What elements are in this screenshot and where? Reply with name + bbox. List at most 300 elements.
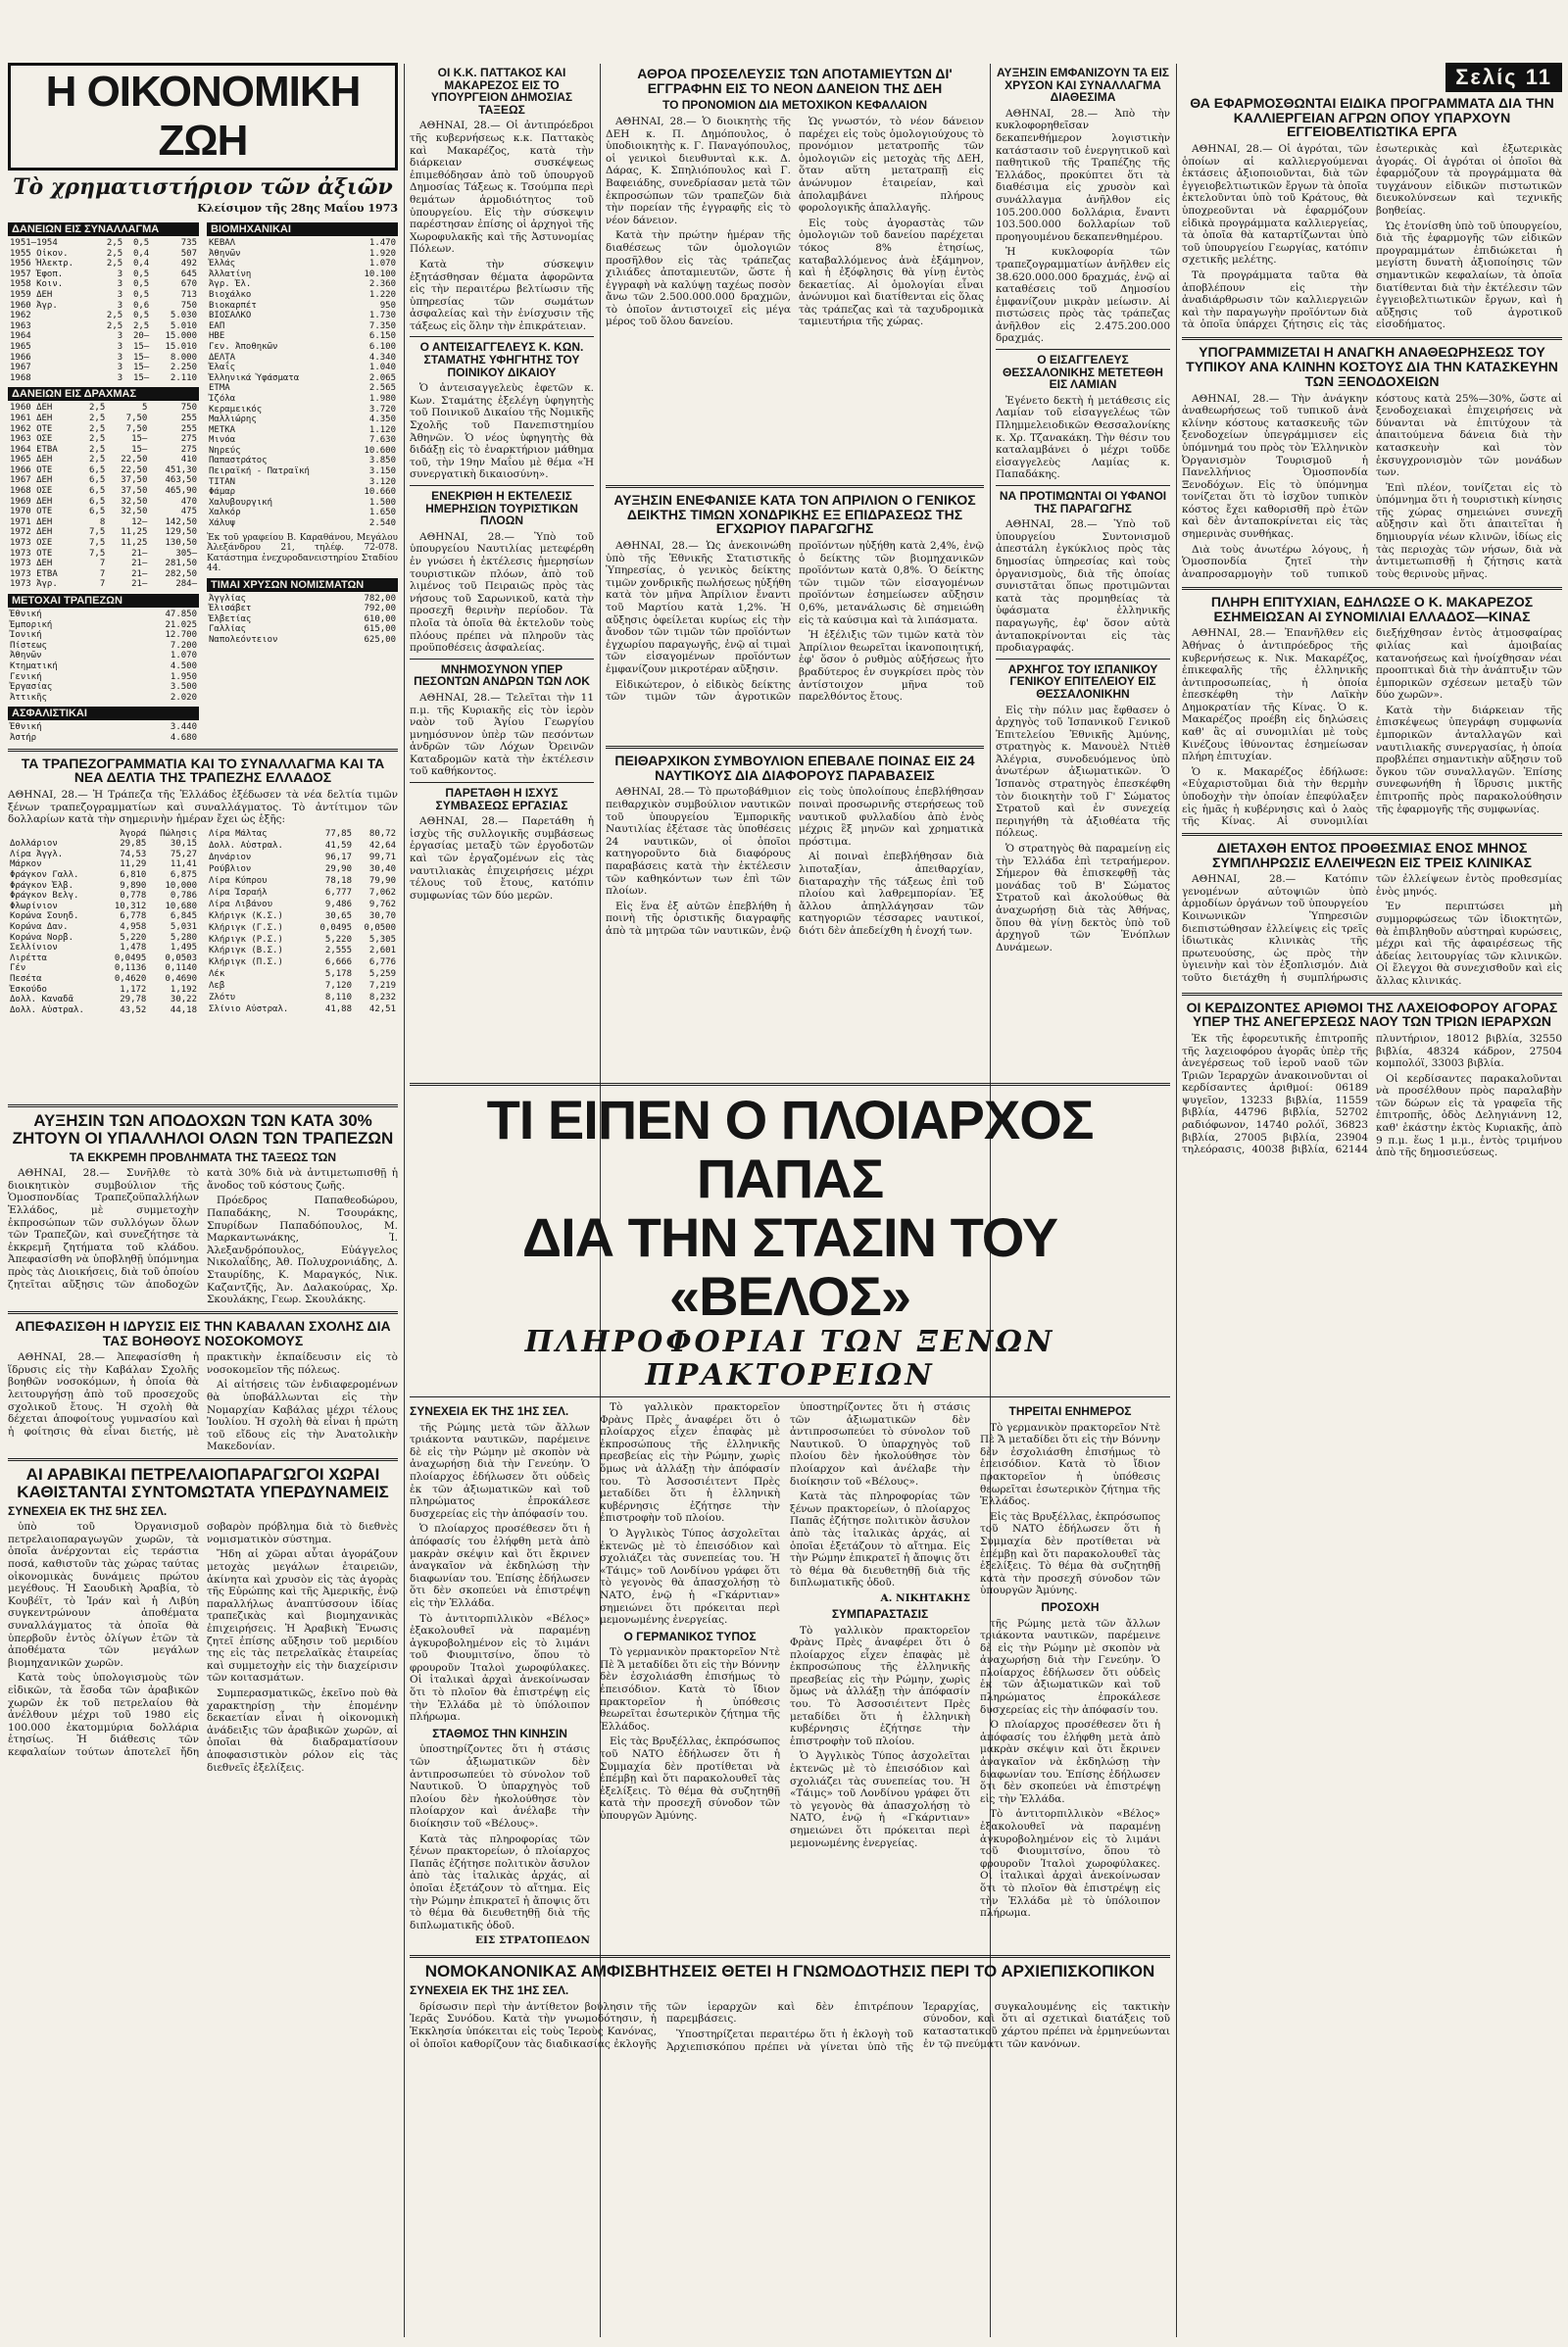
row-value: 7 xyxy=(99,568,106,579)
row-value: 30,40 xyxy=(368,864,396,875)
table-row xyxy=(207,279,398,290)
row-value: 2,5 xyxy=(89,444,106,455)
prosecutor-headline: Ο ΕΙΣΑΓΓΕΛΕΥΣ ΘΕΣΣΑΛΟΝΙΚΗΣ ΜΕΤΕΤΕΘΗ ΕΙΣ ΛΑΜΙΑΝ xyxy=(1003,353,1163,392)
row-value: 4,958 xyxy=(120,922,147,933)
row-value: 2,5 xyxy=(132,320,150,331)
paragraph: ΑΘΗΝΑΙ, 28.— Ἀπεφασίσθη ἡ ἵδρυσις εἰς τὴν Καβάλαν Σχολῆς βοηθῶν νοσοκόμων, ἡ ὁποία θὰ λειτουργήσῃ ἀπὸ τοῦ προσεχοῦς σχολικοῦ ἔτους. Ἡ σχολὴ θὰ δέχεται ἀποφοίτους γυμνασίου καὶ ἡ φοίτησις θὰ εἶναι διετής, μὲ πρακτικὴν ἐκπαίδευσιν εἰς τὸ νοσοκομεῖον τῆς πόλεως. xyxy=(8,1351,398,1438)
row-label: Πειραϊκή - Πατραϊκή xyxy=(209,466,310,477)
table-row xyxy=(8,455,199,465)
row-value: 3 xyxy=(117,372,123,383)
row-value: 0,6 xyxy=(132,300,150,311)
main-sub-three: ΤΗΡΕΙΤΑΙ ΕΝΗΜΕΡΟΣ xyxy=(1008,1404,1132,1418)
row-value: 1.950 xyxy=(170,671,197,682)
nomokan-headline: ΝΟΜΟΚΑΝΟΝΙΚΑΣ ΑΜΦΙΣΒΗΤΗΣΕΙΣ ΘΕΤΕΙ Η ΓΝΩΜΟΔΟΤΗΣΙΣ ΠΕΡΙ ΤΟ ΑΡΧΙΕΠΙΣΚΟΠΙΚΟΝ xyxy=(424,1962,1155,1981)
row-value: 2.565 xyxy=(368,383,396,394)
row-label: Δολλ. Καναδᾶ xyxy=(10,995,74,1005)
table-row xyxy=(8,238,199,249)
table-row xyxy=(8,610,199,620)
row-label: Ἀστήρ xyxy=(10,732,37,743)
row-value: 4.350 xyxy=(368,415,396,425)
row-value: 11,29 xyxy=(120,859,147,870)
paragraph: τῆς Ρώμης μετὰ τῶν ἄλλων τριάκοντα ναυτικῶν, παρέμεινε δὲ εἰς τὴν Ρώμην μὲ σκοπὸν νὰ ἀναχωρήσῃ διὰ τὴν Γενεύην. Ὁ πλοίαρχος ἐδήλωσεν ὅτι οὐδεὶς ἐκ τῶν ἀξιωματικῶν καὶ τοῦ πληρώματος ἐπροκάλεσε δυσχερείας εἰς τὴν ἀπόφασίν του. xyxy=(410,1421,590,1520)
table-row xyxy=(8,517,199,528)
row-value: 21.025 xyxy=(165,619,197,630)
table-row xyxy=(8,465,199,476)
row-value: 1.040 xyxy=(368,363,396,373)
paragraph: ΑΘΗΝΑΙ, 28.— Οἱ ἀγρόται, τῶν ὁποίων αἱ καλλιεργούμεναι ἐκτάσεις ἀξιοποιοῦνται, διὰ τῶν ἐγγειοβελτιωτικῶν ἔργων τὰ ὁποῖα ἐκτελοῦνται ὑπὸ τοῦ Κράτους, θὰ ὑποχρεοῦνται νὰ ἐφαρμόζουν εἰδικὰ προγράμματα καλλιεργείας, τὰ ὁποῖα θὰ καταρτίζωνται ὑπὸ τοῦ ὑπουργείου Γεωργίας, κατόπιν σχετικῆς μελέτης. xyxy=(1182,143,1368,267)
table-row xyxy=(8,373,199,384)
row-value: 7,50 xyxy=(125,423,148,434)
row-value: 305— xyxy=(175,548,197,559)
table-row xyxy=(8,733,199,744)
paragraph: Κατὰ τὰς πληροφορίας τῶν ξένων πρακτορείων, ὁ πλοίαρχος Παπᾶς ἐζήτησε πολιτικὸν ἄσυλον ἀπὸ τὰς ἰταλικὰς ἀρχάς, αἱ ὁποῖαι ἐξετάζουν τὸ αἴτημα. Εἰς τὴν Ρώμην ἐπικρατεῖ ἡ ἄποψις ὅτι τὸ θέμα θὰ διευθετηθῇ διὰ τῆς διπλωματικῆς ὁδοῦ. xyxy=(410,1833,590,1931)
salary-body xyxy=(8,1167,398,1306)
dei-story xyxy=(606,63,984,474)
main-body-8 xyxy=(980,1618,1160,1920)
table-row xyxy=(207,887,398,899)
china-body xyxy=(1182,627,1562,828)
row-label: Ἐργασίας xyxy=(10,682,53,693)
table-row xyxy=(207,635,398,646)
table-row xyxy=(8,527,199,538)
row-value: 78,18 xyxy=(324,875,352,886)
table-row xyxy=(8,353,199,364)
row-label: Παπαστράτος xyxy=(209,456,268,466)
table-row xyxy=(207,829,398,841)
paragraph: ΑΘΗΝΑΙ, 28.— Κατόπιν γενομένων αὐτοψιῶν ὑπὸ ἀρμοδίων ὀργάνων τοῦ ὑπουργείου Κοινωνικῶν Ὑπηρεσιῶν διεπιστώθησαν ἐλλείψεις εἰς τρεῖς ἰδιωτικὰς κλινικὰς τῆς πρωτευούσης, ὡς πρὸς τὴν ὑγιεινὴν καὶ τὸν ἐξοπλισμόν. Διὰ τοῦτο διετάχθη ἡ συμπλήρωσις τῶν ἐλλείψεων ἐντὸς προθεσμίας ἑνὸς μηνός. xyxy=(1182,873,1562,984)
table-row xyxy=(207,249,398,260)
row-label: Βιοκαρπέτ xyxy=(209,300,257,311)
paragraph: Κατὰ τὴν διάρκειαν τῆς ἐπισκέψεως ὑπεγράφη συμφωνία ἐμπορικῶν ἀνταλλαγῶν καὶ ναυτιλιακῆς συνεργασίας, ἡ ὁποία προβλέπει σημαντικὴν αὔξησιν τοῦ ὄγκου τῶν συναλλαγῶν. Ἐπίσης συνεφωνήθη ἡ ἵδρυσις μικτῆς ἐπιτροπῆς πρὸς παρακολούθησιν τῆς ἐφαρμογῆς τῆς συμφωνίας. xyxy=(1376,704,1562,815)
row-label: 1973 ΔΕΗ xyxy=(10,559,53,569)
row-value: 2,601 xyxy=(368,946,396,956)
row-value: 4.680 xyxy=(170,732,197,743)
table-row xyxy=(8,579,199,590)
row-value: 47.850 xyxy=(165,610,197,619)
table-row xyxy=(8,269,199,280)
row-value: 2,5 xyxy=(89,403,106,414)
table-row xyxy=(207,899,398,910)
row-label: 1963 ΟΣΕ xyxy=(10,434,53,445)
pattakos-body xyxy=(410,120,594,332)
contracts-headline: ΠΑΡΕΤΑΘΗ Η ΙΣΧΥΣ ΣΥΜΒΑΣΕΩΣ ΕΡΓΑΣΙΑΣ xyxy=(435,786,568,812)
row-value: 284— xyxy=(175,579,197,590)
nomokan-kicker: ΣΥΝΕΧΕΙΑ ΕΚ ΤΗΣ 1ΗΣ ΣΕΛ. xyxy=(410,1983,569,1998)
row-value: 6,5 xyxy=(89,496,106,507)
table-row xyxy=(207,922,398,934)
row-value: 142,50 xyxy=(165,516,197,527)
row-value: 6.150 xyxy=(368,331,396,342)
main-body-4 xyxy=(600,1646,780,1822)
paragraph: Αἱ αἰτήσεις τῶν ἐνδιαφερομένων θὰ ὑποβάλλωνται εἰς τὴν Νομαρχίαν Καβάλας μέχρι τέλους Ἰουλίου. Ἡ σχολὴ θὰ εἶναι ἡ πρώτη τοῦ εἴδους εἰς τὴν Ἀνατολικὴν Μακεδονίαν. xyxy=(207,1379,398,1453)
row-value: 96,17 xyxy=(324,853,352,863)
row-value: 4.340 xyxy=(368,352,396,363)
row-label: Κτηματική xyxy=(10,660,58,671)
row-value: 1.730 xyxy=(368,311,396,321)
kavala-body xyxy=(8,1351,398,1453)
paragraph: ΑΘΗΝΑΙ, 28.— Ὑπὸ τοῦ ὑπουργείου Συντονισμοῦ ἀπεστάλη ἐγκύκλιος πρὸς τὰς δημοσίας ὑπηρεσίας καὶ τοὺς ὀργανισμοὺς, διὰ τῆς ὁποίας συνιστᾶται ὅπως προτιμῶνται κατὰ τὰς προμηθείας τὰ ὑφάσματα ἑλληνικῆς παραγωγῆς, ἐφ' ὅσον αὐτὰ ἀνταποκρίνονται εἰς τὰς προδιαγραφάς. xyxy=(996,518,1170,655)
row-value: 43,52 xyxy=(120,1004,147,1015)
row-value: 3 xyxy=(117,363,123,373)
paragraph: ΑΘΗΝΑΙ, 28.— Ἀπὸ τὴν κυκλοφορηθεῖσαν δεκαπενθήμερον λογιστικὴν κατάστασιν τοῦ ἐνεργητικοῦ καὶ παθητικοῦ τῆς Τραπέζης τῆς Ἑλλάδος, προκύπτει ὅτι τὰ διαθέσιμα εἰς χρυσὸν καὶ συνάλλαγμα ἀνῆλθον εἰς 105.200.000 δολλάρια, ἔναντι 103.500.000 δολλαρίων τοῦ προηγουμένου δεκαπενθημέρου. xyxy=(996,107,1170,243)
row-value: 470 xyxy=(180,496,197,507)
row-value: 0,5 xyxy=(132,269,150,279)
row-value: 77,85 xyxy=(324,829,352,840)
fx-headline: ΤΑ ΤΡΑΠΕΖΟΓΡΑΜΜΑΤΙΑ ΚΑΙ ΤΟ ΣΥΝΑΛΛΑΓΜΑ ΚΑΙ ΤΑ ΝΕΑ ΔΕΛΤΙΑ ΤΗΣ ΤΡΑΠΕΖΗΣ ΕΛΛΑΔΟΣ xyxy=(21,755,385,786)
row-label: 1968 ΟΣΕ xyxy=(10,486,53,497)
tourism-headline: ΕΝΕΚΡΙΘΗ Η ΕΚΤΕΛΕΣΙΣ ΗΜΕΡΗΣΙΩΝ ΤΟΥΡΙΣΤΙΚΩΝ ΠΛΟΩΝ xyxy=(425,489,578,528)
paragraph: Τὸ γερμανικὸν πρακτορεῖον Ντὲ Πὲ Ἄ μεταδίδει ὅτι εἰς τὴν Βόννην δὲν ἐσχολιάσθη ἐπισήμως τὸ ἐπεισόδιον. Κατὰ τὸ ἴδιον πρακτορεῖον ἡ ὑπόθεσις θεωρεῖται ἐσωτερικὸν ζήτημα τῆς Ἑλλάδος. xyxy=(600,1646,780,1733)
paragraph: Ὁ πλοίαρχος προσέθεσεν ὅτι ἡ ἀπόφασίς του ἐλήφθη μετὰ ἀπὸ μακρὰν σκέψιν καὶ ὅτι ἔκρινεν ἀναγκαῖον νὰ ἐκδηλώσῃ τὴν διαφωνίαν του. Ἐπίσης ἐδήλωσεν ὅτι δὲν σκοπεύει νὰ ἐπιστρέψῃ εἰς τὴν Ἑλλάδα. xyxy=(410,1523,590,1609)
paragraph: Πρόεδρος Παπαθεοδώρου, Παπαδάκης, Ν. Τσουράκης, Σπυρίδων Παπαδόπουλος, Μ. Μαρκαντωνάκης, Ἰ. Ἀλεξανδρόπουλος, Εὐάγγελος Νικολαΐδης, Ἀθ. Πολυχρονιάδης, Δ. Σταυρίδης, Κ. Μαραγκός, Νικ. Καζαντζῆς, Ἀν. Δαλακούρας, Χρ. Σκουλάκης, Γεωρ. Σκουλάκης. xyxy=(207,1195,398,1306)
row-label: Ναπολεόντειον xyxy=(209,635,278,645)
table-row xyxy=(207,405,398,416)
paragraph: Κατὰ τὴν σύσκεψιν ἐξητάσθησαν θέματα ἀφορῶντα εἰς τὴν περαιτέρω βελτίωσιν τῆς ὑπηρεσίας τῶν σωμάτων ἀσφαλείας καὶ τὴν ἐνίσχυσιν τῆς τάξεως εἰς ὅλην τὴν ἐπικράτειαν. xyxy=(410,258,594,332)
industrial-header: ΒΙΟΜΗΧΑΝΙΚΑΙ xyxy=(207,222,398,236)
row-value: 20— xyxy=(132,331,150,342)
row-label: Λέκ xyxy=(209,969,225,980)
main-body-5 xyxy=(790,1401,970,1589)
insurance-table xyxy=(8,722,199,743)
row-value: 129,50 xyxy=(165,527,197,538)
row-value: 3.120 xyxy=(368,476,396,487)
row-value: 15.010 xyxy=(165,341,197,352)
row-label: Σελλίνιον xyxy=(10,943,58,953)
row-value: 2.110 xyxy=(170,372,197,383)
row-value: 7,219 xyxy=(368,981,396,992)
row-value: 6,776 xyxy=(368,957,396,968)
paragraph: ΑΘΗΝΑΙ, 28.— Τελεῖται τὴν 11 π.μ. τῆς Κυριακῆς εἰς τὸν ἱερὸν ναὸν τοῦ Ἁγίου Γεωργίου μνημόσυνον ὑπὲρ τῶν πεσόντων ἀνδρῶν τῶν Λόχων Ὀρεινῶν Καταδρομῶν κατὰ τὴν ἐκτέλεσιν τοῦ καθήκοντος. xyxy=(410,691,594,778)
row-label: ΗΒΕ xyxy=(209,331,225,342)
paragraph: Εἰς τὴν πόλιν μας ἔφθασεν ὁ ἀρχηγὸς τοῦ Ἱσπανικοῦ Γενικοῦ Ἐπιτελείου Ἐθνικῆς Ἀμύνης, στρατηγὸς κ. Μανουὲλ Ντιὲθ Ἀλέγρια, συνοδευόμενος ὑπὸ ἀνωτέρων ἀξιωματικῶν. Ὁ Ἱσπανὸς στρατηγὸς ἐπεσκέφθη τὸν διοικητὴν τοῦ Γ' Σώματος Στρατοῦ καὶ ἐν συνεχείᾳ περιηγήθη τὰ ἀξιοθέατα τῆς πόλεως. xyxy=(996,704,1170,840)
row-label: 1951—1954 xyxy=(10,238,58,248)
paragraph: Οἱ κερδίσαντες παρακαλοῦνται νὰ προσέλθουν πρὸς παραλαβὴν τῶν δώρων εἰς τὰ γραφεῖα τῆς ἐπιτροπῆς, ὁδὸς Δεληγιάννη 12, καθ' ἑκάστην ἐκτὸς Κυριακῆς, ἀπὸ 9 π.μ. ἕως 1 μ.μ., ἐντὸς τριμήνου ἀπὸ τῆς δημοσιεύσεως. xyxy=(1376,1072,1562,1159)
gold-column xyxy=(996,63,1170,1072)
table-row xyxy=(8,672,199,683)
table-row xyxy=(207,875,398,887)
row-value: 32,50 xyxy=(121,507,148,517)
market-column xyxy=(8,63,398,1092)
table-row xyxy=(8,661,199,672)
table-row xyxy=(8,922,199,933)
row-label: 1973 ΕΤΒΑ xyxy=(10,568,58,579)
row-value: 2,5 xyxy=(89,423,106,434)
row-value: 15— xyxy=(131,434,148,445)
row-label: 1965 ΔΕΗ xyxy=(10,455,53,465)
row-value: 37,50 xyxy=(121,475,148,486)
contracts-body xyxy=(410,815,594,902)
row-value: 0,4 xyxy=(132,259,150,269)
row-value: 451,30 xyxy=(165,465,197,475)
table-row xyxy=(207,604,398,614)
row-value: 475 xyxy=(180,507,197,517)
table-row xyxy=(8,569,199,580)
table-row xyxy=(8,249,199,260)
paragraph: Τὸ γαλλικὸν πρακτορεῖον Φρὰνς Πρὲς ἀναφέρει ὅτι ὁ πλοίαρχος εἶχεν ἐπαφὰς μὲ ἐκπροσώπους τῆς ἑλληνικῆς πρεσβείας εἰς τὴν Ρώμην, χωρὶς ὅμως νὰ ἀλλάξῃ τὴν ἀπόφασίν του. Τὸ Ἀσσοσιέιτεντ Πρὲς μεταδίδει ὅτι ἡ ἑλληνικὴ κυβέρνησις ἐζήτησε τὴν ἐπιστροφὴν τοῦ πλοίου. xyxy=(600,1401,780,1525)
paragraph: ὑποστηρίζοντες ὅτι ἡ στάσις τῶν ἀξιωματικῶν δὲν ἀντιπροσωπεύει τὸ σύνολον τοῦ Ναυτικοῦ. Ὁ ὑπαρχηγὸς τοῦ πλοίου δὲν ἠκολούθησε τὸν πλοίαρχον καὶ ἀνέλαβε τὴν διοίκησιν τοῦ «Βέλους». xyxy=(410,1743,590,1830)
row-value: 12.700 xyxy=(165,630,197,641)
row-value: 2,5 xyxy=(89,413,106,423)
row-value: 5,031 xyxy=(170,922,197,933)
main-banner-line1: ΤΙ ΕΙΠΕΝ Ο ΠΛΟΙΑΡΧΟΣ ΠΑΠΑΣ xyxy=(486,1089,1094,1209)
gold-table xyxy=(207,594,398,646)
row-value: 2,5 xyxy=(106,238,123,248)
main-body-3 xyxy=(600,1401,780,1627)
loans-fx-header: ΔΑΝΕΙΩΝ ΕΙΣ ΣΥΝΑΛΛΑΓΜΑ xyxy=(8,222,199,236)
row-value: 11,41 xyxy=(170,859,197,870)
row-value: 6,5 xyxy=(89,507,106,517)
row-value: 0,0500 xyxy=(364,922,396,933)
row-label: Κλήριγκ (Γ.Σ.) xyxy=(209,922,283,933)
paragraph: Ἡ κυκλοφορία τῶν τραπεζογραμματίων ἀνῆλθεν εἰς 38.620.000.000 δραχμάς, ἐνῷ αἱ καταθέσεις τοῦ Δημοσίου ἐμφανίζουν μικρὰν μείωσιν. Αἱ πιστώσεις πρὸς τὰς τράπεζας ἀνῆλθον εἰς 2.475.200.000 δραχμάς. xyxy=(996,246,1170,345)
table-row xyxy=(8,1005,199,1016)
row-value: 5,220 xyxy=(120,932,147,943)
row-value: 3 xyxy=(117,341,123,352)
row-value: 615,00 xyxy=(364,624,396,635)
paragraph: Τὸ γαλλικὸν πρακτορεῖον Φρὰνς Πρὲς ἀναφέρει ὅτι ὁ πλοίαρχος εἶχεν ἐπαφὰς μὲ ἐκπροσώπους τῆς ἑλληνικῆς πρεσβείας εἰς τὴν Ρώμην, χωρὶς ὅμως νὰ ἀλλάξῃ τὴν ἀπόφασίν του. Τὸ Ἀσσοσιέιτεντ Πρὲς μεταδίδει ὅτι ἡ ἑλληνικὴ κυβέρνησις ἐζήτησε τὴν ἐπιστροφὴν τοῦ πλοίου. xyxy=(790,1624,970,1747)
paragraph: Αἱ ποιναὶ ἐπεβλήθησαν διὰ λιποταξίαν, ἀπειθαρχίαν, διαταραχὴν τῆς τάξεως ἐπὶ τοῦ πλοίου καὶ λαθρεμπορίαν. Ἐξ ἄλλου ἀπηλλάγησαν τῶν κατηγοριῶν τέσσαρες ναυτικοί, διότι δὲν ἀπεδείχθη ἡ ἐνοχή των. xyxy=(799,851,984,937)
row-value: 8,110 xyxy=(324,993,352,1003)
paragraph: ΑΘΗΝΑΙ, 28.— Συνῆλθε τὸ διοικητικὸν συμβούλιον τῆς Ὁμοσπονδίας Τραπεζοϋπαλλήλων Ἑλλάδος, μὲ συμμετοχὴν ἐκπροσώπων τῶν συλλόγων ὅλων τῶν Τραπεζῶν, καὶ συνεζήτησε τὰ ἐκκρεμῆ ζητήματα τοῦ κλάδου. Ἀπεφασίσθη νὰ ὑποβληθῇ ὑπόμνημα πρὸς τὰς Διοικήσεις, διὰ τοῦ ὁποίου ζητεῖται αὔξησις τῶν ἀποδοχῶν κατὰ 30% διὰ νὰ ἀντιμετωπισθῇ ἡ ἄνοδος τοῦ κόστους ζωῆς. xyxy=(8,1167,398,1291)
stamatis-headline: Ο ΑΝΤΕΙΣΑΓΓΕΛΕΥΣ Κ. ΚΩΝ. ΣΤΑΜΑΤΗΣ ΥΦΗΓΗΤΗΣ ΤΟΥ ΠΟΙΝΙΚΟΥ ΔΙΚΑΙΟΥ xyxy=(419,340,584,379)
row-label: Φράγκον Γαλλ. xyxy=(10,870,79,881)
table-row xyxy=(8,911,199,922)
row-value: 5,178 xyxy=(324,969,352,980)
table-row xyxy=(8,475,199,486)
paragraph: Ὁ πλοίαρχος προσέθεσεν ὅτι ἡ ἀπόφασίς του ἐλήφθη μετὰ ἀπὸ μακρὰν σκέψιν καὶ ὅτι ἔκρινεν ἀναγκαῖον νὰ ἐκδηλώσῃ τὴν διαφωνίαν του. Ἐπίσης ἐδήλωσεν ὅτι δὲν σκοπεύει νὰ ἐπιστρέψῃ εἰς τὴν Ἑλλάδα. xyxy=(980,1719,1160,1805)
industrial-table xyxy=(207,238,398,529)
row-value: 5 xyxy=(141,403,148,414)
hotels-headline: ΥΠΟΓΡΑΜΜΙΖΕΤΑΙ Η ΑΝΑΓΚΗ ΑΝΑΘΕΩΡΗΣΕΩΣ ΤΟΥ ΤΥΠΙΚΟΥ ΑΝΑ ΚΛΙΝΗΝ ΚΟΣΤΟΥΣ ΔΙΑ ΤΗΝ ΚΑΤΑΣΚΕΥΗΝ ΤΩΝ ΞΕΝΟΔΟΧΕΙΩΝ xyxy=(1186,344,1558,389)
table-row xyxy=(8,693,199,704)
table-row xyxy=(207,311,398,321)
table-row xyxy=(207,863,398,875)
dei-body xyxy=(606,116,984,331)
table-row xyxy=(8,331,199,342)
index-body xyxy=(606,540,984,705)
table-row xyxy=(207,259,398,269)
table-row xyxy=(207,394,398,405)
row-value: 12— xyxy=(131,516,148,527)
row-label: Ἰζόλα xyxy=(209,393,236,404)
row-value: 750 xyxy=(180,300,197,311)
tolls-body xyxy=(996,518,1170,655)
gold-note: Ἐκ τοῦ γραφείου Β. Καραθάνου, Μεγάλου Ἀλεξάνδρου 21, τηλέφ. 72-078. Κατάστημα ἐνεχυροδανειστηρίου Σταδίου 44. xyxy=(207,532,398,574)
row-value: 2.360 xyxy=(368,279,396,290)
paragraph: Συμπερασματικῶς, ἐκεῖνο ποὺ θὰ χαρακτηρίσῃ τὴν ἑπομένην δεκαετίαν εἶναι ἡ οἰκονομικὴ ἀνάδειξις τῶν ἀραβικῶν χωρῶν, αἱ ὁποῖαι θὰ διαδραματίσουν ἀποφασιστικὸν ρόλον εἰς τὰς διεθνεῖς ἐξελίξεις. xyxy=(207,1687,398,1774)
row-label: Ἀθηνῶν xyxy=(10,651,42,661)
paragraph: Ἐπὶ πλέον, τονίζεται εἰς τὸ ὑπόμνημα ὅτι ἡ τουριστικὴ κίνησις τῆς χώρας σημειώνει συνεχῆ αὔξησιν καὶ ὅτι ἀπαιτεῖται ἡ δημιουργία νέων κλινῶν, ἰδίως εἰς τὰς περιοχὰς τῶν νήσων, διὰ νὰ ἀντιμετωπισθῇ ἡ ζήτησις κατὰ τοὺς θερινοὺς μῆνας. xyxy=(1376,481,1562,580)
table-row xyxy=(8,414,199,424)
row-label: Λεβ xyxy=(209,981,225,992)
row-label: Ἑλληνικά Ὑφάσματα xyxy=(209,372,300,383)
row-value: 7,5 xyxy=(89,538,106,549)
row-label: 1958 Κοιν. xyxy=(10,279,64,290)
row-label: Χαλκόρ xyxy=(209,508,241,518)
row-label: Λίρα Ἰσραήλ xyxy=(209,887,268,898)
paragraph: Ὡς γνωστόν, τὸ νέον δάνειον παρέχει εἰς τοὺς ὁμολογιούχους τὸ προνόμιον μετατροπῆς τῶν ὁμολογιῶν εἰς μετοχὰς τῆς ΔΕΗ, ὅταν αὕτη μετατραπῇ εἰς ἀνώνυμον ἑταιρείαν, καὶ ἀπολαμβάνει πλήρους φορολογικῆς ἀπαλλαγῆς. xyxy=(799,115,984,215)
table-row xyxy=(8,963,199,974)
row-value: 42,51 xyxy=(368,1004,396,1015)
row-label: Φράγκον Ἑλβ. xyxy=(10,880,74,891)
hotels-body xyxy=(1182,393,1562,582)
row-label: 1956 Ἠλεκτρ. xyxy=(10,259,74,269)
row-value: 6,5 xyxy=(89,486,106,497)
row-value: 3.850 xyxy=(368,456,396,466)
clinics-headline: ΔΙΕΤΑΧΘΗ ΕΝΤΟΣ ΠΡΟΘΕΣΜΙΑΣ ΕΝΟΣ ΜΗΝΟΣ ΣΥΜΠΛΗΡΩΣΙΣ ΕΛΛΕΙΨΕΩΝ ΕΙΣ ΤΡΕΙΣ ΚΛΙΝΙΚΑΣ xyxy=(1211,839,1533,870)
index-headline: ΑΥΞΗΣΙΝ ΕΝΕΦΑΝΙΣΕ ΚΑΤΑ ΤΟΝ ΑΠΡΙΛΙΟΝ Ο ΓΕΝΙΚΟΣ ΔΕΙΚΤΗΣ ΤΙΜΩΝ ΧΟΝΔΡΙΚΗΣ ΕΞ ΕΠΙΔΡΑΣΕΩΣ ΤΗΣ ΕΓΧΩΡΙΟΥ ΠΑΡΑΓΩΓΗΣ xyxy=(613,492,976,537)
main-sub-kinesis: ΣΤΑΘΜΟΣ ΤΗΝ ΚΙΝΗΣΙΝ xyxy=(432,1726,567,1740)
row-label: 1963 xyxy=(10,320,31,331)
row-label: 1960 ΔΕΗ xyxy=(10,403,53,414)
main-banner-line2: ΔΙΑ ΤΗΝ ΣΤΑΣΙΝ ΤΟΥ «ΒΕΛΟΣ» xyxy=(521,1206,1058,1327)
row-value: 9,762 xyxy=(368,899,396,909)
row-value: 29,90 xyxy=(324,864,352,875)
table-row xyxy=(207,1003,398,1015)
row-value: 29,78 xyxy=(120,995,147,1005)
nomokan-body xyxy=(410,2001,1170,2053)
row-label: Ζλότυ xyxy=(209,993,236,1003)
row-value: 713 xyxy=(180,289,197,300)
row-label: 1957 Ἐφοπ. xyxy=(10,269,64,279)
table-row xyxy=(207,853,398,864)
row-label: Νηρεύς xyxy=(209,445,241,456)
arab-body xyxy=(8,1521,398,1774)
bank-header: ΜΕΤΟΧΑΙ ΤΡΑΠΕΖΩΝ xyxy=(8,594,199,608)
row-value: 645 xyxy=(180,269,197,279)
row-value: 410 xyxy=(180,455,197,465)
main-body-1 xyxy=(410,1422,590,1724)
table-row xyxy=(8,507,199,517)
table-row xyxy=(207,301,398,312)
main-kicker: ΣΥΝΕΧΕΙΑ ΕΚ ΤΗΣ 1ΗΣ ΣΕΛ. xyxy=(410,1404,569,1418)
arab-headline: ΑΙ ΑΡΑΒΙΚΑΙ ΠΕΤΡΕΛΑΙΟΠΑΡΑΓΩΓΟΙ ΧΩΡΑΙ ΚΑΘΙΣΤΑΝΤΑΙ ΣΥΝΤΟΜΩΤΑΤΑ ΥΠΕΡΔΥΝΑΜΕΙΣ xyxy=(17,1464,389,1501)
row-value: 282,50 xyxy=(165,568,197,579)
fx-table-right xyxy=(207,829,398,1016)
row-label: 1973 ΟΣΕ xyxy=(10,538,53,549)
row-value: 3.500 xyxy=(170,682,197,693)
row-value: 1.070 xyxy=(170,651,197,661)
row-value: 8.000 xyxy=(170,352,197,363)
row-label: ΒΙΟΣΑΛΚΟ xyxy=(209,311,252,321)
paragraph: Ὁ ἀντεισαγγελεὺς ἐφετῶν κ. Κων. Σταμάτης ἐξελέγη ὑφηγητὴς τοῦ Ποινικοῦ Δικαίου τῆς Νομικῆς Σχολῆς τοῦ Πανεπιστημίου Ἀθηνῶν. Ὁ νέος ὑφηγητὴς θὰ διδάξῃ εἰς τὸ ἐναρκτήριον μάθημα τοῦ, τὴν 19ην Μαΐου μὲ θέμα «Ἡ συνεργατικὴ δικαιοσύνη». xyxy=(410,382,594,481)
row-value: 7.350 xyxy=(368,320,396,331)
salary-subhead: ΤΑ ΕΚΚΡΕΜΗ ΠΡΟΒΛΗΜΑΤΑ ΤΗΣ ΤΑΞΕΩΣ ΤΩΝ xyxy=(69,1149,337,1164)
paragraph: ὑπὸ τοῦ Ὀργανισμοῦ πετρελαιοπαραγωγῶν χωρῶν, τὰ ὁποῖα ἀνέρχονται εἰς τεράστια ποσά, καθιστοῦν τὰς χώρας ταύτας οἰκονομικὰς δυνάμεις πρώτου μεγέθους. Ἡ Σαουδικὴ Ἀραβία, τὸ Κουβέϊτ, τὸ Ἰράν καὶ ἡ Λιβύη συγκεντρώνουν ἀποθέματα συναλλάγματος τὰ ὁποῖα θὰ ὑπερβοῦν ἐντὸς ὀλίγων ἐτῶν τὰ ἀποθέματα τῶν μεγάλων βιομηχανικῶν χωρῶν. xyxy=(8,1521,199,1669)
table-row xyxy=(207,957,398,969)
paragraph: Ὁ Ἀγγλικὸς Τύπος ἀσχολεῖται ἐκτενῶς μὲ τὸ ἐπεισόδιον καὶ σχολιάζει τὰς συνεπείας του. Ἡ «Τάιμς» τοῦ Λονδίνου γράφει ὅτι τὸ γεγονὸς θὰ ἀπασχολήσῃ τὸ ΝΑΤΟ, ἐνῷ ἡ «Γκάρντιαν» σημειώνει ὅτι πρόκειται περὶ μεμονωμένης ἐνεργείας. xyxy=(600,1527,780,1627)
left-lower-column xyxy=(8,1100,398,2342)
row-label: Δηνάριον xyxy=(209,853,252,863)
table-row xyxy=(8,651,199,661)
row-label: Φράγκον Βελγ. xyxy=(10,891,79,902)
row-value: 7 xyxy=(99,559,106,569)
table-row xyxy=(8,682,199,693)
table-row xyxy=(8,839,199,850)
dei-subhead: ΤΟ ΠΡΟΝΟΜΙΟΝ ΔΙΑ ΜΕΤΟΧΙΚΟΝ ΚΕΦΑΛΑΙΟΝ xyxy=(662,98,928,113)
row-label: Γέν xyxy=(10,963,26,974)
row-value: 6,5 xyxy=(89,465,106,475)
row-value: 1.120 xyxy=(368,424,396,435)
row-value: 2.065 xyxy=(368,372,396,383)
main-sub-london: ΣΥΜΠΑΡΑΣΤΑΣΙΣ xyxy=(831,1606,929,1621)
row-value: 0,5 xyxy=(132,289,150,300)
row-label: Ἀλλατίνη xyxy=(209,269,252,279)
row-value: 37,50 xyxy=(121,486,148,497)
table-row xyxy=(207,353,398,364)
table-row xyxy=(207,969,398,981)
paragraph: Εἰς ἕνα ἐξ αὐτῶν ἐπεβλήθη ἡ ποινὴ τῆς ὁριστικῆς διαγραφῆς ἀπὸ τὰ μητρῶα τῶν ναυτικῶν, ἐνῷ εἰς τοὺς ὑπολοίπους ἐπεβλήθησαν ποιναὶ προσωρινῆς στερήσεως τοῦ ναυτικοῦ φυλλαδίου ἀπὸ ἑνὸς μέχρις ἓξ μηνῶν καὶ χρηματικὰ πρόστιμα. xyxy=(606,786,984,937)
table-row xyxy=(8,497,199,508)
table-row xyxy=(8,342,199,353)
row-label: Μάρκον xyxy=(10,859,42,870)
row-value: 32,50 xyxy=(121,496,148,507)
row-label: Ἀγγλίας xyxy=(209,593,246,604)
table-row xyxy=(8,301,199,312)
row-value: 1,478 xyxy=(120,943,147,953)
row-value: 0,0503 xyxy=(165,953,197,963)
paragraph: Ὁ Ἀγγλικὸς Τύπος ἀσχολεῖται ἐκτενῶς μὲ τὸ ἐπεισόδιον καὶ σχολιάζει τὰς συνεπείας του. Ἡ «Τάιμς» τοῦ Λονδίνου γράφει ὅτι τὸ γεγονὸς θὰ ἀπασχολήσῃ τὸ ΝΑΤΟ, ἐνῷ ἡ «Γκάρντιαν» σημειώνει ὅτι πρόκειται περὶ μεμονωμένης ἐνεργείας. xyxy=(790,1750,970,1849)
row-label: 1962 ΟΤΕ xyxy=(10,423,53,434)
row-value: 3 xyxy=(117,331,123,342)
table-row xyxy=(207,269,398,280)
row-value: 41,88 xyxy=(324,1004,352,1015)
table-row xyxy=(207,910,398,922)
row-value: 0,5 xyxy=(132,238,150,248)
row-value: 0,1140 xyxy=(165,963,197,974)
row-value: 625,00 xyxy=(364,635,396,645)
main-signature: Α. ΝΙΚΗΤΑΚΗΣ xyxy=(880,1591,970,1604)
main-sub-germans: Ο ΓΕΡΜΑΝΙΚΟΣ ΤΥΠΟΣ xyxy=(623,1629,757,1643)
table-row xyxy=(207,934,398,946)
lottery-body xyxy=(1182,1033,1562,1159)
table-row xyxy=(207,383,398,394)
row-label: 1972 ΔΕΗ xyxy=(10,527,53,538)
row-value: 1,192 xyxy=(170,984,197,995)
row-value: 79,90 xyxy=(368,875,396,886)
table-row xyxy=(8,538,199,549)
row-value: 5,259 xyxy=(368,969,396,980)
row-value: 3 xyxy=(117,289,123,300)
row-label: ΕΑΠ xyxy=(209,320,225,331)
table-row xyxy=(8,630,199,641)
table-row xyxy=(8,953,199,964)
row-value: 275 xyxy=(180,434,197,445)
row-label: Χαλυβουργική xyxy=(209,497,273,508)
row-value: 5,280 xyxy=(170,932,197,943)
row-label: 1959 ΔΕΗ xyxy=(10,289,53,300)
table-row xyxy=(207,342,398,353)
row-value: 463,50 xyxy=(165,475,197,486)
paragraph: Τὸ ἀντιτορπιλλικὸν «Βέλος» ἐξακολουθεῖ νὰ παραμένῃ ἀγκυροβολημένον εἰς τὸ λιμάνι τοῦ Φιουμιτσίνο, ὅπου τὸ φρουροῦν Ἰταλοὶ χωροφύλακες. Οἱ ἰταλικαὶ ἀρχαὶ ἀνεκοίνωσαν ὅτι τὸ πλοῖον θὰ ἐπιστρέψῃ εἰς τὴν Ἑλλάδα μὲ τὸ ὑπόλοιπον πλήρωμα. xyxy=(980,1808,1160,1920)
row-label: 1960 Ἀγρ. xyxy=(10,300,58,311)
row-value: 2,555 xyxy=(324,946,352,956)
table-row xyxy=(8,870,199,881)
loans-drachma-header: ΔΑΝΕΙΩΝ ΕΙΣ ΔΡΑΧΜΑΣ xyxy=(8,387,199,401)
table-row xyxy=(207,238,398,249)
paragraph: Ἡ ἐξέλιξις τῶν τιμῶν κατὰ τὸν Ἀπρίλιον θεωρεῖται ἱκανοποιητική, ἐφ' ὅσον ὁ ρυθμὸς αὐξήσεως ἦτο βραδύτερος ἐν συγκρίσει πρὸς τὸν ἀντίστοιχον μῆνα τοῦ παρελθόντος ἔτους. xyxy=(799,629,984,704)
paragraph: ΑΘΗΝΑΙ, 28.— Παρετάθη ἡ ἰσχὺς τῆς συλλογικῆς συμβάσεως ἐργασίας μεταξὺ τῶν ἐργοδοτῶν καὶ τῶν ἐργαζομένων εἰς τὰς ναυτιλιακὰς ἐπιχειρήσεις μέχρι τέλους τοῦ ἔτους, κατόπιν συμφωνίας τῶν δύο μερῶν. xyxy=(410,815,594,902)
row-label: ΔΕΛΤΑ xyxy=(209,352,236,363)
row-value: 4.500 xyxy=(170,660,197,671)
main-body-7 xyxy=(980,1422,1160,1597)
row-value: 75,27 xyxy=(170,849,197,859)
tribunal-body xyxy=(606,786,984,939)
main-body-6 xyxy=(790,1625,970,1850)
table-row xyxy=(207,331,398,342)
paragraph: Ὡς ἐτονίσθη ὑπὸ τοῦ ὑπουργείου, διὰ τῆς ἐφαρμογῆς τῶν εἰδικῶν προγραμμάτων ἐπιδιώκεται ἡ μεγίστη δυνατὴ ἀξιοποίησις τῶν σημαντικῶν κεφαλαίων, τὰ ὁποῖα διατίθενται διὰ τὴν ἐκτέλεσιν τῶν ἐγγειοβελτιωτικῶν ἔργων, καὶ ἡ αὔξησις τοῦ ἀγροτικοῦ εἰσοδήματος. xyxy=(1376,220,1562,331)
table-row xyxy=(207,290,398,301)
